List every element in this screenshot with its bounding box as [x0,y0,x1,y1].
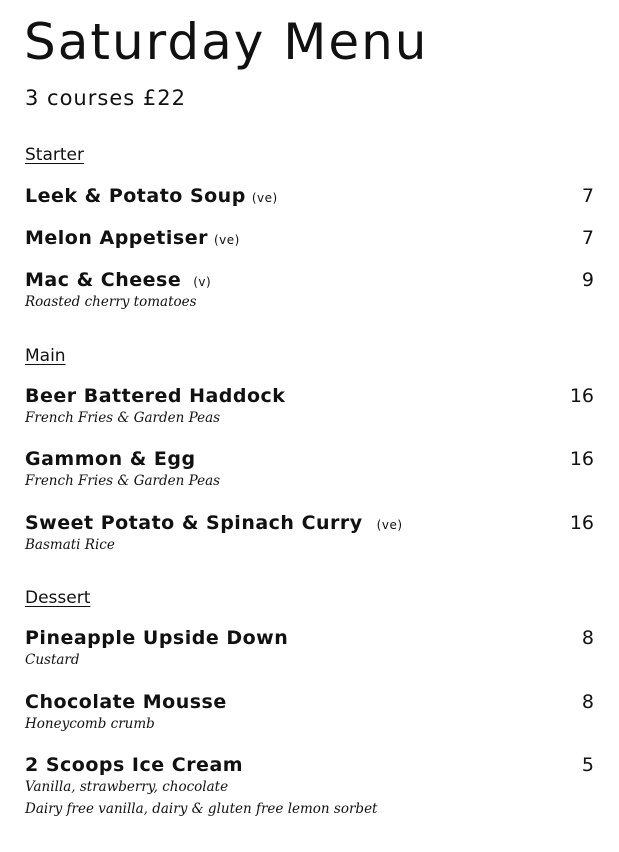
item-price: 8 [581,691,594,713]
dietary-tag: (ve) [213,233,240,247]
item-name: Beer Battered Haddock [25,385,286,407]
section-heading-starter: Starter [25,145,84,165]
item-price: 16 [569,385,594,407]
item-description: Custard [25,652,80,668]
section-heading-dessert: Dessert [25,588,91,608]
menu-item [25,227,594,249]
item-description: Honeycomb crumb [25,716,155,732]
item-name: Chocolate Mousse [25,691,227,713]
item-price: 16 [569,512,594,534]
item-name: Sweet Potato & Spinach Curry [25,512,363,534]
item-price: 5 [581,754,594,776]
menu-title: Saturday Menu [24,13,429,71]
item-price: 7 [581,227,594,249]
item-name-wrapper [25,227,240,249]
menu-item [25,185,594,207]
course-price: 3 courses £22 [25,86,186,110]
item-name: Gammon & Egg [25,448,196,470]
menu-item [25,269,594,310]
menu-item [25,512,594,553]
menu-item [25,385,594,426]
menu-item [25,691,594,732]
item-name: Pineapple Upside Down [25,627,289,649]
item-name-wrapper [25,269,211,291]
item-description: French Fries & Garden Peas [25,410,221,426]
item-name: Leek & Potato Soup [25,185,246,207]
dietary-tag: (v) [193,275,212,289]
item-description: Basmati Rice [25,537,115,553]
item-price: 9 [581,269,594,291]
item-price: 7 [581,185,594,207]
dietary-tag: (ve) [376,518,403,532]
item-name: Melon Appetiser [25,227,208,249]
dietary-tag: (ve) [251,191,278,205]
menu-item [25,754,594,817]
item-description: Vanilla, strawberry, chocolate [25,779,229,795]
menu-item [25,627,594,668]
item-price: 16 [569,448,594,470]
item-name: Mac & Cheese [25,269,182,291]
item-description: French Fries & Garden Peas [25,473,221,489]
section-heading-main: Main [25,346,66,366]
menu-item [25,448,594,489]
item-name-wrapper [25,512,403,534]
item-price: 8 [581,627,594,649]
item-name-wrapper [25,185,278,207]
item-description-secondary: Dairy free vanilla, dairy & gluten free lemon sorbet [25,801,378,817]
item-description: Roasted cherry tomatoes [25,294,197,310]
item-name: 2 Scoops Ice Cream [25,754,244,776]
